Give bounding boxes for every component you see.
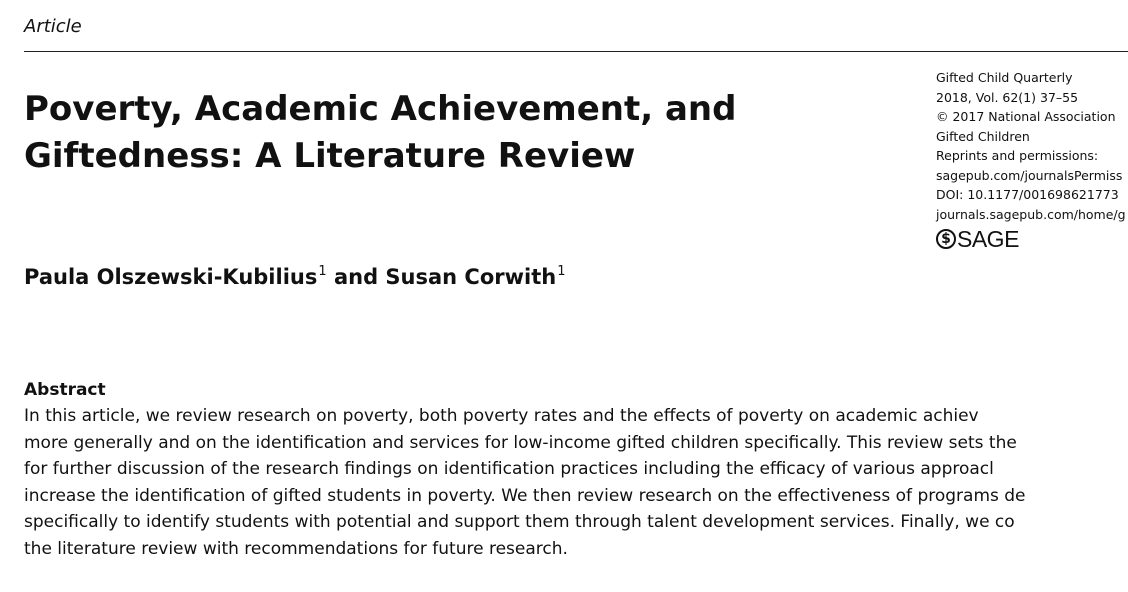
abstract-line: specifically to identify students with potential and support them through talent development services. Finally, we co — [24, 512, 1015, 532]
journal-metadata — [936, 68, 1126, 252]
author-conjunction: and — [326, 265, 386, 289]
copyright-line-2: Gifted Children — [936, 128, 1030, 144]
abstract-line: for further discussion of the research findings on identification practices including the efficacy of various approacl — [24, 459, 994, 479]
header-divider — [24, 51, 1128, 52]
affiliation-marker: 1 — [557, 264, 566, 279]
abstract-body — [24, 403, 1128, 562]
doi-link[interactable]: DOI: 10.1177/001698621773 — [936, 187, 1119, 202]
journal-name: Gifted Child Quarterly — [936, 70, 1073, 85]
sage-wordmark: SAGE — [957, 226, 1019, 252]
abstract-heading: Abstract — [24, 380, 106, 400]
author-name: Susan Corwith — [385, 265, 557, 289]
article-title — [24, 86, 884, 180]
journal-volume: 2018, Vol. 62(1) 37–55 — [936, 89, 1079, 105]
affiliation-marker: 1 — [318, 264, 327, 279]
sage-logo — [936, 226, 1126, 252]
abstract-line: increase the identification of gifted students in poverty. We then review research on the effectiveness of programs de — [24, 485, 1026, 506]
permissions-link[interactable]: sagepub.com/journalsPermiss — [936, 167, 1123, 183]
abstract-line: the literature review with recommendations for future research. — [24, 538, 568, 559]
abstract-line: In this article, we review research on poverty, both poverty rates and the effects of poverty on academic achiev — [24, 406, 979, 426]
author-list — [24, 262, 566, 292]
section-label: Article — [24, 16, 82, 37]
copyright-line-1: © 2017 National Association — [936, 109, 1116, 124]
reprints-label: Reprints and permissions: — [936, 148, 1099, 163]
title-line-2: Giftedness: A Literature Review — [24, 136, 636, 176]
journal-homepage-link[interactable]: journals.sagepub.com/home/g — [936, 206, 1126, 222]
abstract-line: more generally and on the identification and services for low-income gifted children specifically. This review sets the — [24, 432, 1017, 453]
title-line-1: Poverty, Academic Achievement, and — [24, 89, 737, 129]
author-name: Paula Olszewski-Kubilius — [24, 265, 318, 289]
sage-mark-icon: $ — [936, 229, 956, 249]
